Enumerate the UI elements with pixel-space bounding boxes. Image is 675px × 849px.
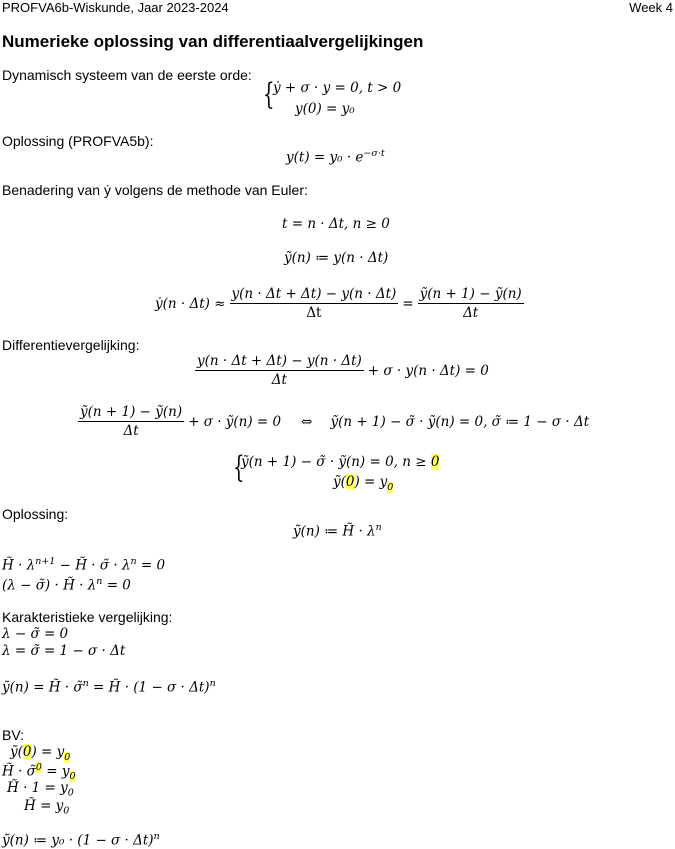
label-system: Dynamisch systeem van de eerste orde:	[2, 67, 252, 83]
eq-system-2: y(0) = y₀	[295, 101, 355, 117]
label-euler: Benadering van ẏ volgens de methode van Euler:	[2, 182, 308, 198]
eq-bv-1: ỹ(0) = $y_0$	[10, 744, 71, 763]
eq-char-2: λ = σ̃ = 1 − σ · Δt	[2, 643, 126, 659]
label-solution: Oplossing (PROFVA5b):	[2, 133, 154, 149]
eq-recurrence: $\frac{\text{ỹ(n + 1) − ỹ(n)}}{\Delta t}$ + σ · ỹ(n) = 0 ⇔ ỹ(n + 1) − σ̃ · ỹ(n) = 0, σ̃ ≔ 1 − σ · Δt	[80, 404, 590, 439]
header-week: Week 4	[629, 0, 673, 15]
eq-final: ỹ(n) ≔ $y_0 \cdot (1 - \sigma \cdot \Delta t)^n$	[2, 831, 160, 849]
eq-system-1: ẏ + σ · y = 0, t > 0	[273, 80, 402, 96]
eq-ansatz: ỹ(n) ≔ H̃ · $\lambda^n$	[293, 522, 382, 540]
eq-t-def: t = n · Δt, n ≥ 0	[282, 216, 390, 232]
eq-recsys-1: ỹ(n + 1) − σ̃ · ỹ(n) = 0, n ≥ 0	[241, 454, 440, 470]
eq-difference: $\frac{y(n \cdot \Delta t + \Delta t) - y(n \cdot \Delta t)}{\Delta t}$ + σ · y(n · Δt) = 0	[197, 353, 489, 388]
eq-euler: ẏ(n · Δt) ≈ $\frac{y(n \cdot \Delta t + \Delta t) - y(n \cdot \Delta t)}{\Delta t}$ = $\frac{\text{ỹ(n + 1) − ỹ(n)}}{\Delta t}$	[155, 286, 522, 321]
eq-recsys-2: ỹ(0) = $y_0$	[333, 474, 394, 493]
eq-bv-2: H̃ · σ̃$^0$ = $y_0$	[2, 762, 76, 783]
label-bv: BV:	[2, 727, 25, 743]
page-title: Numerieke oplossing van differentiaalvergelijkingen	[2, 32, 424, 51]
brace-recurrence: {	[233, 450, 245, 485]
eq-general: ỹ(n) = H̃ · σ̃$^n$ = H̃ · $(1 - \sigma \cdot \Delta t)^n$	[2, 678, 216, 696]
label-difference: Differentievergelijking:	[2, 337, 140, 353]
header-course: PROFVA6b-Wiskunde, Jaar 2023-2024	[2, 0, 229, 15]
eq-ansatz-factor: (λ − σ̃) · H̃ · $\lambda^n = 0$	[2, 576, 131, 594]
eq-bv-3: H̃ · $1 = y_0$	[7, 780, 74, 799]
label-characteristic: Karakteristieke vergelijking:	[2, 609, 173, 625]
eq-char-1: λ − σ̃ = 0	[2, 626, 69, 642]
eq-ytilde-def: ỹ(n) ≔ y(n · Δt)	[284, 250, 389, 266]
brace-system: {	[263, 77, 275, 112]
label-oplossing: Oplossing:	[2, 506, 69, 522]
eq-ansatz-sub: H̃ · $\lambda^{n+1}$ − H̃ · σ̃ · $\lambda^n = 0$	[2, 556, 166, 574]
eq-solution: $y(t) = y_0 \cdot e^{-\sigma\cdot t}$	[286, 148, 385, 166]
eq-bv-4: H̃ = $y_0$	[24, 798, 70, 817]
